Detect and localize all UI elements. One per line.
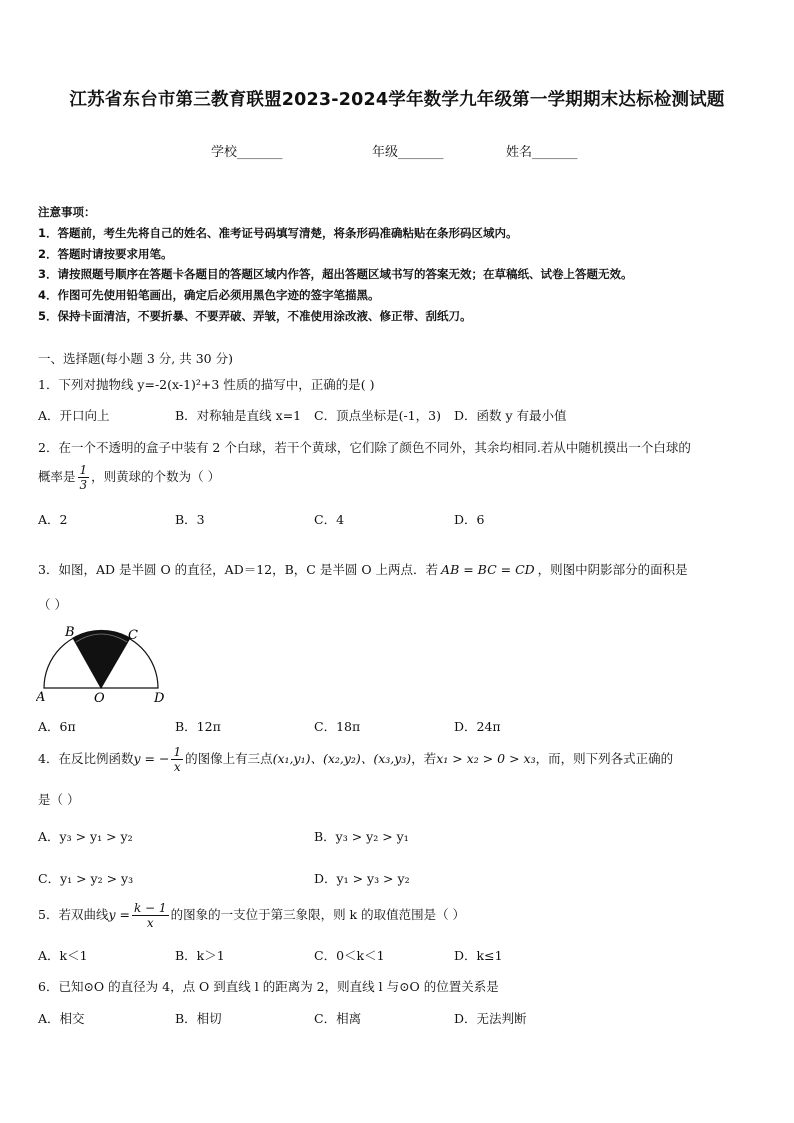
label-c: C: [128, 628, 138, 643]
q3-option-a[interactable]: A．6π: [38, 719, 76, 734]
q2-option-b[interactable]: B．3: [175, 512, 205, 527]
question-6-stem: 6．已知⊙O 的直径为 4，点 O 到直线 l 的距离为 2，则直线 l 与⊙O 的位置关系是: [38, 979, 499, 994]
q4-text-c: ，若: [411, 751, 437, 766]
q4-option-a[interactable]: A．y₃ > y₁ > y₂: [38, 829, 133, 844]
fraction-denominator: 3: [79, 478, 88, 492]
notice-heading: 注意事项：: [38, 205, 96, 219]
q2-option-d[interactable]: D．6: [454, 512, 485, 527]
q3-arcs: AB = BC = CD: [441, 562, 535, 577]
q5-option-b[interactable]: B．k＞1: [175, 948, 225, 963]
label-b: B: [65, 625, 75, 640]
question-4-stem-line2: 是（ ）: [38, 792, 80, 807]
q1-option-a[interactable]: A．开口向上: [38, 408, 110, 423]
grade-field[interactable]: 年级_______: [372, 145, 444, 160]
q5-option-d[interactable]: D．k≤1: [454, 948, 503, 963]
label-d: D: [154, 691, 165, 706]
fraction-numerator: 1: [79, 463, 88, 477]
name-field[interactable]: 姓名_______: [506, 145, 578, 160]
q1-option-c[interactable]: C．顶点坐标是(-1，3): [314, 408, 441, 423]
q6-option-a[interactable]: A．相交: [38, 1011, 85, 1026]
exam-title: 江苏省东台市第三教育联盟2023-2024学年数学九年级第一学期期末达标检测试题: [69, 90, 725, 110]
q5-text-b: 的图象的一支位于第三象限，则 k 的取值范围是（ ）: [170, 907, 466, 922]
q6-option-c[interactable]: C．相离: [314, 1011, 362, 1026]
q4-fraction: [171, 745, 183, 774]
q5-text: 5．若双曲线: [38, 907, 109, 922]
section-heading: 一、选择题(每小题 3 分, 共 30 分): [38, 351, 233, 366]
q2-option-c[interactable]: C．4: [314, 512, 345, 527]
school-field[interactable]: 学校_______: [211, 145, 283, 160]
q4-function: y = −: [133, 751, 170, 766]
notice-item: 3．请按照题号顺序在答题卡各题目的答题区域内作答，超出答题区域书写的答案无效；在草稿纸、试卷上答题无效。: [38, 267, 633, 281]
question-2-stem-line2: [38, 463, 220, 492]
q3-option-c[interactable]: C．18π: [314, 719, 361, 734]
label-o: O: [94, 691, 105, 706]
question-3-stem: [38, 560, 688, 578]
q4-option-c[interactable]: C．y₁ > y₂ > y₃: [38, 871, 134, 886]
fraction-denominator: x: [173, 760, 181, 774]
q2-fraction: [78, 463, 90, 492]
q4-text-b: 的图像上有三点: [185, 751, 273, 766]
q4-condition: x₁ > x₂ > 0 > x₃: [436, 751, 536, 766]
q6-option-d[interactable]: D．无法判断: [454, 1011, 527, 1026]
q5-fraction: [132, 901, 169, 930]
q2-text: 概率是: [38, 469, 76, 484]
notice-item: 2．答题时请按要求用笔。: [38, 247, 173, 261]
question-5-stem: [38, 901, 465, 930]
q5-function: y =: [108, 907, 130, 922]
question-4-stem: [38, 745, 673, 774]
q2-text-end: ，则黄球的个数为（ ）: [91, 469, 221, 484]
q2-option-a[interactable]: A．2: [38, 512, 68, 527]
label-a: A: [36, 690, 46, 705]
q4-option-b[interactable]: B．y₃ > y₂ > y₁: [314, 829, 409, 844]
q5-option-a[interactable]: A．k＜1: [38, 948, 88, 963]
q3-text: 3．如图，AD 是半圆 O 的直径，AD＝12，B，C 是半圆 O 上两点．若: [38, 562, 439, 577]
question-1-stem: 1．下列对抛物线 y=-2(x-1)²+3 性质的描写中，正确的是( ): [38, 377, 375, 392]
q3-option-d[interactable]: D．24π: [454, 719, 501, 734]
q6-option-b[interactable]: B．相切: [175, 1011, 222, 1026]
q4-text-d: ，而，则下列各式正确的: [535, 751, 674, 766]
question-2-stem: 2．在一个不透明的盒子中装有 2 个白球，若干个黄球，它们除了颜色不同外，其余均相同.若从中随机摸出一个白球的: [38, 440, 691, 455]
semicircle-figure: [36, 622, 172, 706]
q4-option-d[interactable]: D．y₁ > y₃ > y₂: [314, 871, 410, 886]
q4-text: 4．在反比例函数: [38, 751, 134, 766]
q1-option-b[interactable]: B．对称轴是直线 x=1: [175, 408, 302, 423]
fraction-numerator: k − 1: [133, 901, 167, 915]
q4-points: (x₁,y₁)、(x₂,y₂)、(x₃,y₃): [272, 751, 412, 766]
q1-option-d[interactable]: D．函数 y 有最小值: [454, 408, 567, 423]
notice-item: 1．答题前，考生先将自己的姓名、准考证号码填写清楚，将条形码准确粘贴在条形码区域内。: [38, 226, 518, 240]
notice-item: 4．作图可先使用铅笔画出，确定后必须用黑色字迹的签字笔描黑。: [38, 288, 380, 302]
notice-item: 5．保持卡面清洁，不要折暴、不要弄破、弄皱，不准使用涂改液、修正带、刮纸刀。: [38, 309, 472, 323]
q3-option-b[interactable]: B．12π: [175, 719, 221, 734]
fraction-numerator: 1: [173, 745, 182, 759]
q5-option-c[interactable]: C．0＜k＜1: [314, 948, 385, 963]
q3-text-end: ，则图中阴影部分的面积是: [537, 562, 688, 577]
question-3-stem-line2: （ ）: [38, 597, 67, 612]
fraction-denominator: x: [146, 916, 154, 930]
